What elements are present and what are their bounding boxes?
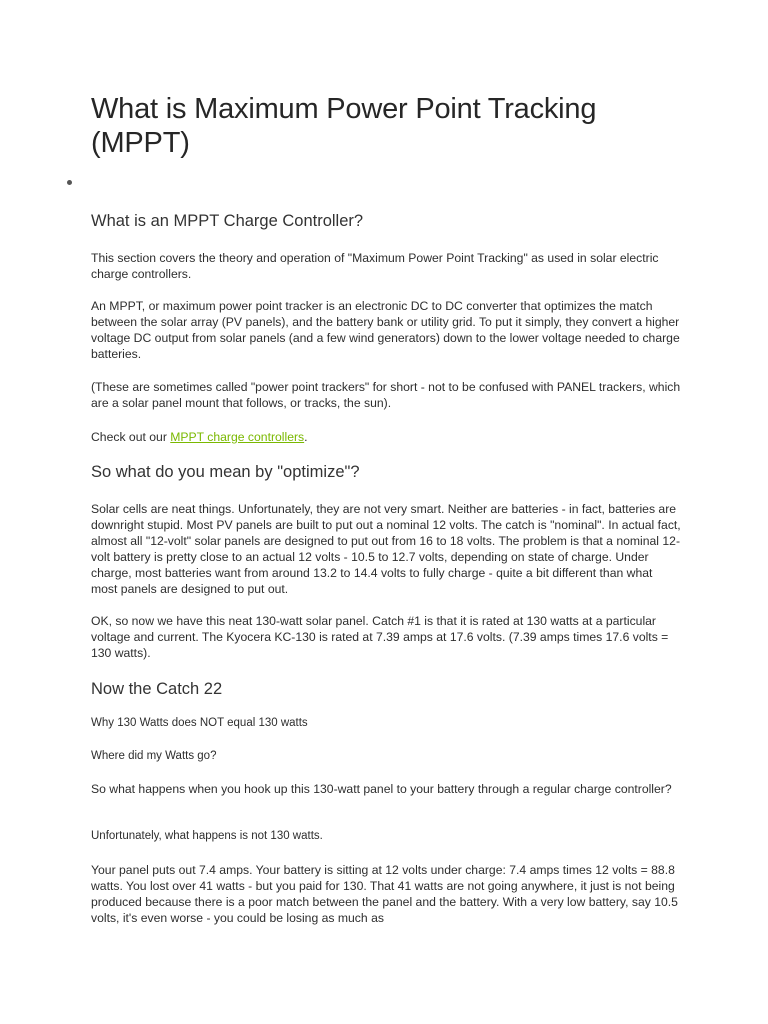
paragraph-130-watt-panel: OK, so now we have this neat 130-watt solar panel. Catch #1 is that it is rated at 130 watts at a particular voltage and current. The Kyocera KC-130 is rated at 7.39 amps at 17.6 volts. (7.39 amps times 17.6 volts = 130 watts). — [91, 614, 669, 660]
paragraph-intro: This section covers the theory and operation of "Maximum Power Point Tracking" as used in solar electric charge controllers. — [91, 251, 659, 281]
heading-catch-22: Now the Catch 22 — [91, 680, 223, 698]
paragraph-not-130-watts: Unfortunately, what happens is not 130 watts. — [91, 830, 323, 842]
heading-what-is-mppt: What is an MPPT Charge Controller? — [91, 212, 364, 230]
page-title: What is Maximum Power Point Tracking (MPPT) — [91, 93, 597, 159]
mppt-charge-controllers-link[interactable]: MPPT charge controllers — [170, 430, 305, 444]
paragraph-trackers-note: (These are sometimes called "power point trackers" for short - not to be confused with PANEL trackers, which are a solar panel mount that follows, or tracks, the sun). — [91, 380, 681, 410]
heading-optimize: So what do you mean by "optimize"? — [91, 463, 360, 481]
check-out-suffix: . — [304, 430, 308, 444]
check-out-prefix: Check out our — [91, 430, 171, 444]
paragraph-what-happens: So what happens when you hook up this 130-watt panel to your battery through a regular charge controller? — [91, 782, 672, 796]
list-bullet — [67, 180, 72, 185]
paragraph-why-130-watts: Why 130 Watts does NOT equal 130 watts — [91, 717, 308, 729]
paragraph-check-out — [91, 429, 681, 445]
paragraph-definition: An MPPT, or maximum power point tracker is an electronic DC to DC converter that optimizes the match between the solar array (PV panels), and the battery bank or utility grid. To put it simply, they convert a higher voltage DC output from solar panels (and a few wind generators) down to the lower voltage needed to charge batteries. — [91, 299, 680, 361]
paragraph-panel-output: Your panel puts out 7.4 amps. Your battery is sitting at 12 volts under charge: 7.4 amps times 12 volts = 88.8 watts. You lost over 41 watts - but you paid for 130. That 41 watts are not going anywhere, it just is not being produced because there is a poor match between the panel and the battery. With a very low battery, say 10.5 volts, it's even worse - you could be losing as much as — [91, 863, 678, 925]
paragraph-solar-cells: Solar cells are neat things. Unfortunately, they are not very smart. Neither are batteries - in fact, batteries are downright stupid. Most PV panels are built to put out a nominal 12 volts. The catch is "nominal". In actual fact, almost all "12-volt" solar panels are designed to put out from 16 to 18 volts. The problem is that a nominal 12-volt battery is pretty close to an actual 12 volts - 10.5 to 12.7 volts, depending on state of charge. Under charge, most batteries want from around 13.2 to 14.4 volts to fully charge - quite a bit different than what most panels are designed to put out. — [91, 502, 681, 596]
paragraph-where-watts: Where did my Watts go? — [91, 750, 217, 762]
